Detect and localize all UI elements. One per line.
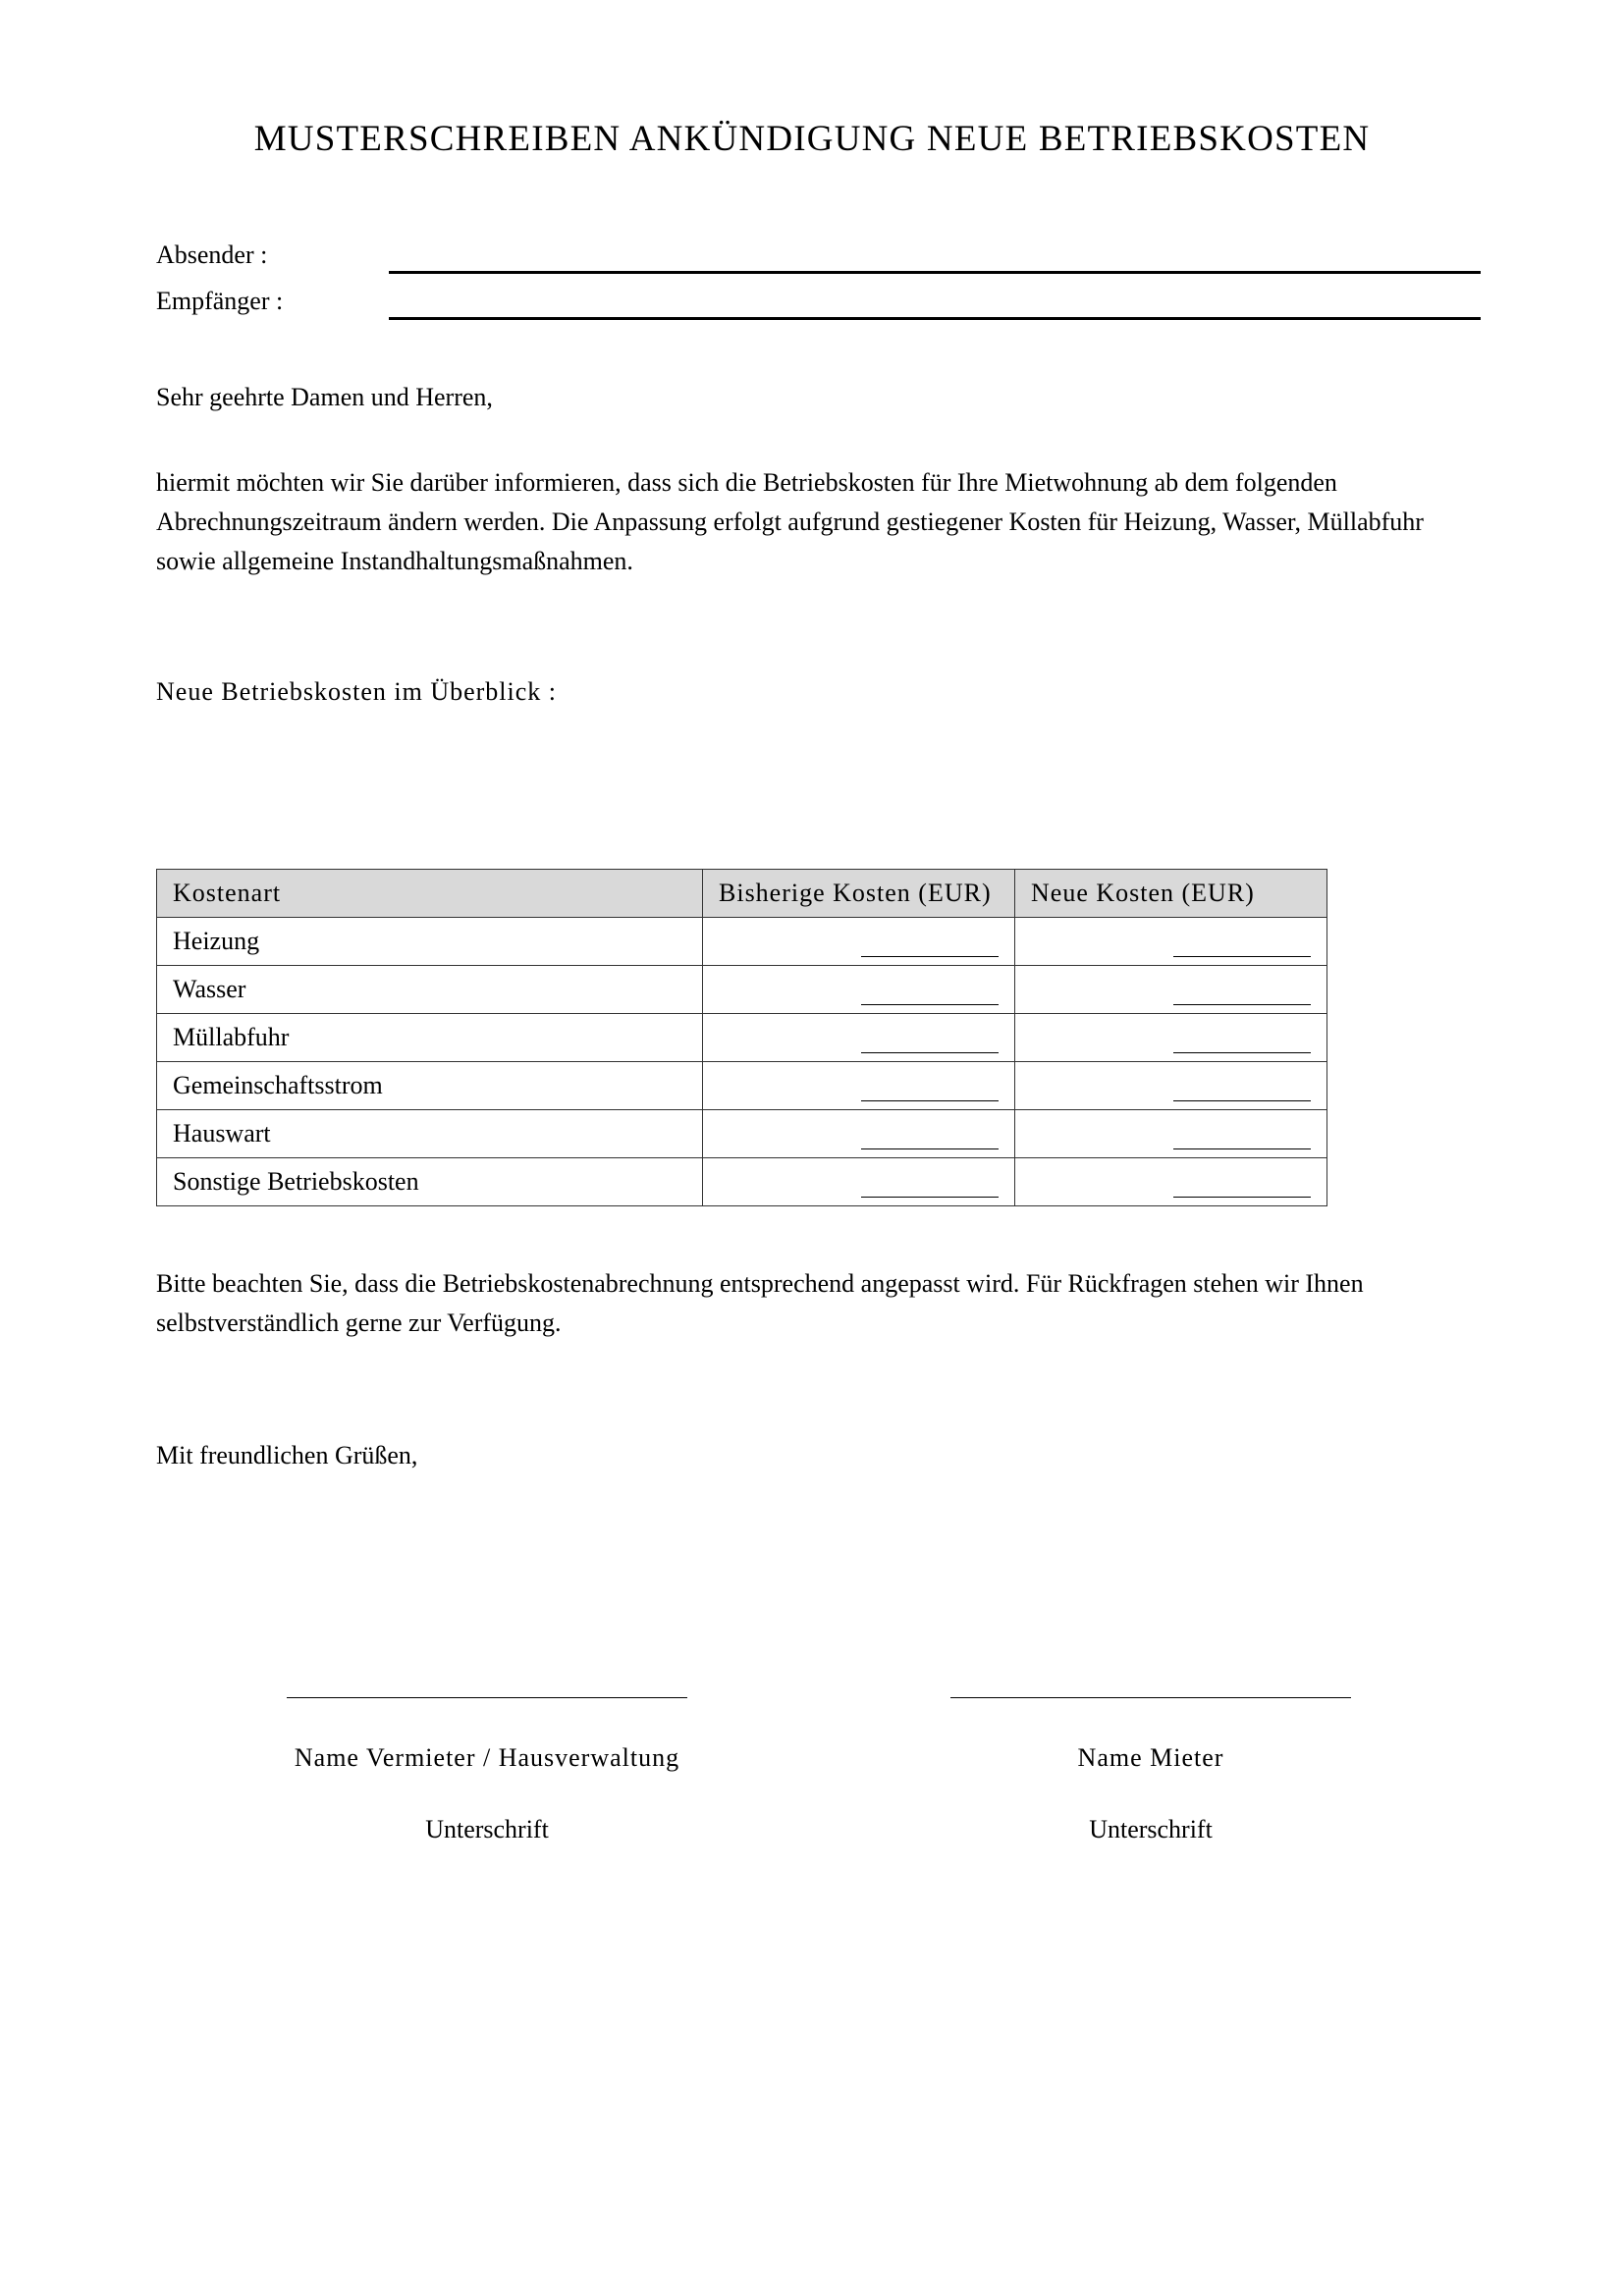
previous-cost-cell bbox=[703, 918, 1015, 966]
table-row bbox=[157, 966, 1327, 1014]
previous-cost-blank[interactable] bbox=[861, 929, 999, 957]
table-row bbox=[157, 1158, 1327, 1206]
table-row bbox=[157, 918, 1327, 966]
closing-note: Bitte beachten Sie, dass die Betriebskostenabrechnung entsprechend angepasst wird. Für Rückfragen stehen wir Ihnen selbstverständlich gerne zur Verfügung. bbox=[156, 1269, 1364, 1337]
cost-type-cell: Gemeinschaftsstrom bbox=[157, 1062, 703, 1110]
previous-cost-blank[interactable] bbox=[861, 1073, 999, 1101]
right-signature-line[interactable] bbox=[950, 1697, 1351, 1698]
new-cost-blank[interactable] bbox=[1173, 929, 1311, 957]
recipient-label: Empfänger : bbox=[156, 287, 284, 315]
cost-type-cell: Wasser bbox=[157, 966, 703, 1014]
previous-cost-cell bbox=[703, 966, 1015, 1014]
cost-table bbox=[156, 869, 1327, 1206]
cost-type-cell: Sonstige Betriebskosten bbox=[157, 1158, 703, 1206]
cost-type-cell: Heizung bbox=[157, 918, 703, 966]
table-row bbox=[157, 1110, 1327, 1158]
new-cost-cell bbox=[1015, 966, 1327, 1014]
new-cost-blank[interactable] bbox=[1173, 1169, 1311, 1198]
new-cost-blank[interactable] bbox=[1173, 1121, 1311, 1149]
table-row bbox=[157, 1062, 1327, 1110]
previous-cost-cell bbox=[703, 1014, 1015, 1062]
overview-heading: Neue Betriebskosten im Überblick : bbox=[156, 677, 558, 706]
new-cost-cell bbox=[1015, 918, 1327, 966]
new-cost-cell bbox=[1015, 1014, 1327, 1062]
cost-type-cell: Müllabfuhr bbox=[157, 1014, 703, 1062]
table-header-row bbox=[157, 870, 1327, 918]
left-signature-name: Name Vermieter / Hausverwaltung bbox=[294, 1743, 680, 1772]
right-signature-caption: Unterschrift bbox=[1089, 1815, 1213, 1843]
previous-cost-blank[interactable] bbox=[861, 1169, 999, 1198]
previous-cost-blank[interactable] bbox=[861, 977, 999, 1005]
document-title: MUSTERSCHREIBEN ANKÜNDIGUNG NEUE BETRIEBSKOSTEN bbox=[253, 119, 1371, 159]
new-cost-cell bbox=[1015, 1110, 1327, 1158]
left-signature-line[interactable] bbox=[287, 1697, 687, 1698]
new-cost-cell bbox=[1015, 1062, 1327, 1110]
intro-paragraph: hiermit möchten wir Sie darüber informieren, dass sich die Betriebskosten für Ihre Mietwohnung ab dem folgenden Abrechnungszeitraum ändern werden. Die Anpassung erfolgt aufgrund gestiegener Kosten für Heizung, Wasser, Müllabfuhr sowie allgemeine Instandhaltungsmaßnahmen. bbox=[156, 468, 1424, 575]
sender-field-line[interactable] bbox=[389, 271, 1481, 274]
new-cost-blank[interactable] bbox=[1173, 1025, 1311, 1053]
right-signature-name: Name Mieter bbox=[1077, 1743, 1224, 1772]
column-header: Neue Kosten (EUR) bbox=[1015, 870, 1327, 918]
sender-label: Absender : bbox=[156, 240, 268, 269]
column-header: Bisherige Kosten (EUR) bbox=[703, 870, 1015, 918]
previous-cost-cell bbox=[703, 1158, 1015, 1206]
salutation: Sehr geehrte Damen und Herren, bbox=[156, 383, 493, 411]
previous-cost-cell bbox=[703, 1110, 1015, 1158]
left-signature-caption: Unterschrift bbox=[425, 1815, 549, 1843]
previous-cost-cell bbox=[703, 1062, 1015, 1110]
new-cost-cell bbox=[1015, 1158, 1327, 1206]
column-header: Kostenart bbox=[157, 870, 703, 918]
table-row bbox=[157, 1014, 1327, 1062]
previous-cost-blank[interactable] bbox=[861, 1025, 999, 1053]
previous-cost-blank[interactable] bbox=[861, 1121, 999, 1149]
greeting: Mit freundlichen Grüßen, bbox=[156, 1441, 418, 1469]
cost-type-cell: Hauswart bbox=[157, 1110, 703, 1158]
new-cost-blank[interactable] bbox=[1173, 977, 1311, 1005]
recipient-field-line[interactable] bbox=[389, 317, 1481, 320]
new-cost-blank[interactable] bbox=[1173, 1073, 1311, 1101]
